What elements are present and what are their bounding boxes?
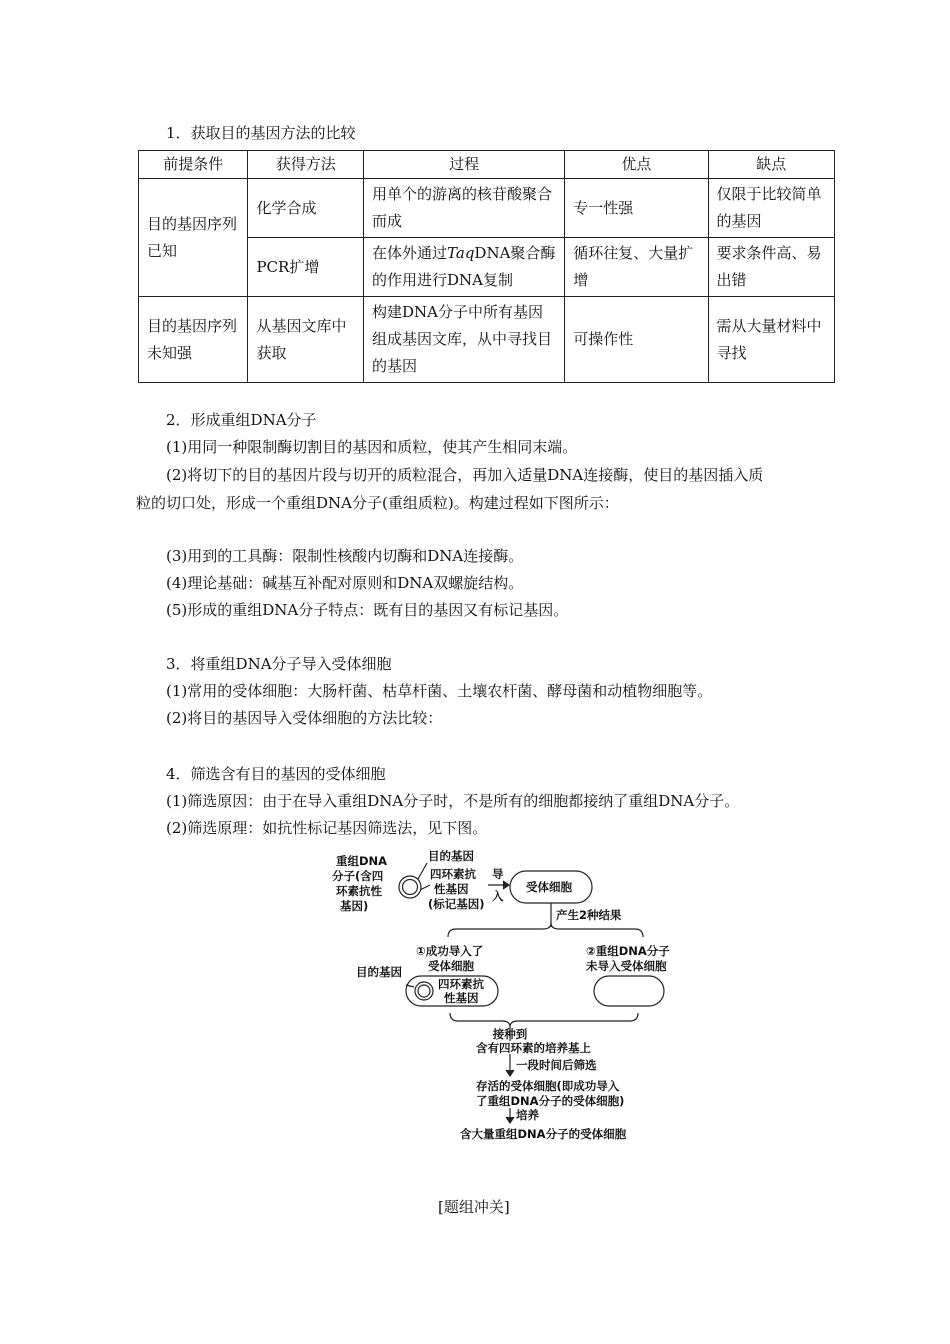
label-tet-2: 性基因	[434, 882, 469, 896]
label-medium: 含有四环素的培养基上	[476, 1041, 591, 1055]
section4-p2: (2)筛选原理：如抗性标记基因筛选法，见下图。	[166, 819, 488, 837]
section2-p5: (5)形成的重组DNA分子特点：既有目的基因又有标记基因。	[166, 601, 569, 619]
header-method: 获得方法	[248, 151, 364, 179]
header-condition: 前提条件	[139, 151, 248, 179]
label-import-2: 入	[492, 889, 504, 903]
label-tet2-2: 性基因	[444, 991, 479, 1005]
header-advantage: 优点	[565, 151, 708, 179]
section3-heading: 3．将重组DNA分子导入受体细胞	[166, 655, 392, 673]
header-disadvantage: 缺点	[708, 151, 834, 179]
label-fail-1: ②重组DNA分子	[586, 944, 670, 958]
process-text-pre: 在体外通过	[372, 244, 448, 262]
label-inoculate: 接种到	[492, 1027, 528, 1041]
label-two-results: 产生2种结果	[556, 908, 622, 922]
section3-p2: (2)将目的基因导入受体细胞的方法比较：	[166, 709, 443, 727]
label-import-1: 导	[492, 867, 504, 881]
section2-p1: (1)用同一种限制酶切割目的基因和质粒，使其产生相同末端。	[166, 438, 578, 456]
cell-method: PCR扩增	[248, 238, 364, 297]
cell-disadvantage: 仅限于比较简单的基因	[708, 179, 834, 238]
screening-diagram	[330, 845, 670, 1145]
label-tet-1: 四环素抗	[430, 867, 476, 881]
cell-condition-known: 目的基因序列已知	[139, 179, 248, 297]
table-row	[139, 297, 835, 383]
label-success-2: 受体细胞	[428, 959, 474, 973]
label-final: 含大量重组DNA分子的受体细胞	[460, 1127, 627, 1141]
label-survive-2: 了重组DNA分子的受体细胞)	[476, 1094, 625, 1108]
table-row	[139, 179, 835, 238]
section4-p1: (1)筛选原因：由于在导入重组DNA分子时，不是所有的细胞都接纳了重组DNA分子。	[166, 792, 740, 810]
table-header-row	[139, 151, 835, 179]
cell-method: 从基因文库中获取	[248, 297, 364, 383]
cell-process	[364, 238, 565, 297]
process-text-post: DNA聚合酶的作用进行DNA复制	[372, 244, 556, 289]
label-culture: 培养	[516, 1108, 539, 1122]
cell-advantage: 可操作性	[565, 297, 708, 383]
cell-process: 用单个的游离的核苷酸聚合而成	[364, 179, 565, 238]
footer-title: [题组冲关]	[438, 1198, 510, 1216]
label-success-1: ①成功导入了	[416, 944, 484, 958]
cell-advantage: 专一性强	[565, 179, 708, 238]
process-text-italic: Taq	[447, 244, 475, 262]
cell-condition-unknown: 目的基因序列未知强	[139, 297, 248, 383]
cell-disadvantage: 需从大量材料中寻找	[708, 297, 834, 383]
label-recomb-3: 环素抗性	[336, 884, 382, 898]
label-target-gene-2: 目的基因	[356, 965, 402, 979]
header-process: 过程	[364, 151, 565, 179]
section2-p2b: 粒的切口处，形成一个重组DNA分子(重组质粒)。构建过程如下图所示：	[136, 494, 619, 512]
cell-process: 构建DNA分子中所有基因组成基因文库，从中寻找目的基因	[364, 297, 565, 383]
label-recomb-2: 分子(含四	[332, 869, 384, 883]
label-fail-2: 未导入受体细胞	[586, 959, 667, 973]
failed-cell-shape	[594, 976, 664, 1006]
label-after-time: 一段时间后筛选	[516, 1058, 597, 1072]
label-recomb-4: 基因)	[340, 899, 369, 913]
label-target-gene: 目的基因	[428, 849, 474, 863]
label-tet2-1: 四环素抗	[438, 977, 484, 991]
label-recomb-1: 重组DNA	[336, 854, 388, 868]
section2-p4: (4)理论基础：碱基互补配对原则和DNA双螺旋结构。	[166, 574, 524, 592]
section2-p2a: (2)将切下的目的基因片段与切开的质粒混合，再加入适量DNA连接酶，使目的基因插入质	[166, 466, 764, 484]
label-tet-3: (标记基因)	[428, 897, 485, 911]
section2-p3: (3)用到的工具酶：限制性核酸内切酶和DNA连接酶。	[166, 547, 524, 565]
section3-p1: (1)常用的受体细胞：大肠杆菌、枯草杆菌、土壤农杆菌、酵母菌和动植物细胞等。	[166, 682, 713, 700]
cell-advantage: 循环往复、大量扩增	[565, 238, 708, 297]
cell-method: 化学合成	[248, 179, 364, 238]
section1-heading: 1．获取目的基因方法的比较	[166, 124, 356, 142]
method-comparison-table	[138, 150, 835, 383]
section2-heading: 2．形成重组DNA分子	[166, 411, 317, 429]
cell-disadvantage: 要求条件高、易出错	[708, 238, 834, 297]
section4-heading: 4．筛选含有目的基因的受体细胞	[166, 765, 386, 783]
label-survive-1: 存活的受体细胞(即成功导入	[476, 1079, 620, 1093]
label-recipient: 受体细胞	[526, 880, 572, 894]
